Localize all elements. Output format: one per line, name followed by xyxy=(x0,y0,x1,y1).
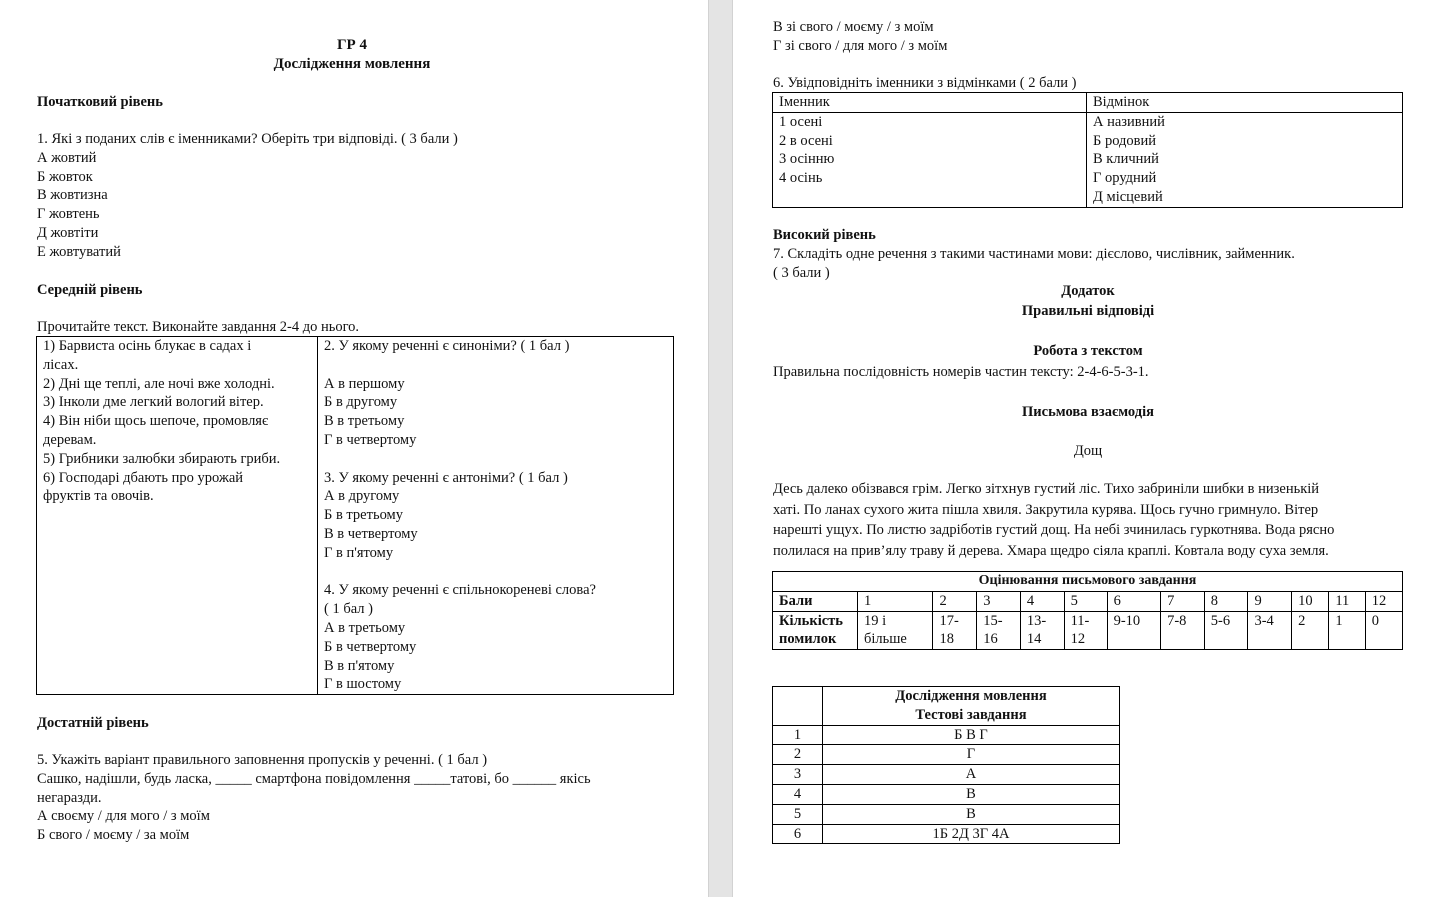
answer-option: Г в четвертому xyxy=(324,431,417,448)
writing-heading: Письмова взаємодія xyxy=(1022,404,1154,420)
question-7-text: 7. Складіть одне речення з такими частинами мови: дієслово, числівник, займенник. xyxy=(773,246,1295,262)
errors-line: 13- xyxy=(1026,612,1047,629)
noun-item: 1 осені xyxy=(779,113,823,130)
questions-cell xyxy=(318,337,674,695)
errors-cell xyxy=(1248,611,1292,650)
errors-line: 9-10 xyxy=(1113,612,1141,629)
text-line: 1) Барвиста осінь блукає в садах і xyxy=(43,338,252,354)
nouns-cell xyxy=(773,112,1087,207)
score-cell: 5 xyxy=(1064,591,1107,611)
appendix-title: Додаток xyxy=(1061,283,1115,299)
answer-option: А в другому xyxy=(324,488,400,505)
score-cell: 12 xyxy=(1365,591,1402,611)
answers-table-header xyxy=(823,687,1120,726)
noun-item: 2 в осені xyxy=(779,132,833,149)
question-1 xyxy=(37,130,458,262)
score-cell: 3 xyxy=(977,591,1021,611)
text-work-heading: Робота з текстом xyxy=(1033,343,1143,359)
answer-num: 5 xyxy=(773,804,823,824)
errors-cell xyxy=(1365,611,1402,650)
question-2-text: 2. У якому реченні є синоніми? ( 1 бал ) xyxy=(324,338,570,354)
text-line: фруктів та овочів. xyxy=(43,488,154,505)
text-line: Десь далеко обізвався грім. Легко зітхнув густий ліс. Тихо забриніли шибки в низенькій xyxy=(773,481,1320,497)
case-item: А називний xyxy=(1093,113,1165,130)
answer-num: 3 xyxy=(773,765,823,785)
case-item: Б родовий xyxy=(1093,132,1157,149)
score-cell: 6 xyxy=(1107,591,1161,611)
page-gutter xyxy=(708,0,733,897)
score-cell: 10 xyxy=(1292,591,1329,611)
case-item: Д місцевий xyxy=(1093,188,1163,205)
score-cell: 2 xyxy=(933,591,977,611)
noun-item: 4 осінь xyxy=(779,170,823,187)
document-page-left xyxy=(0,0,708,897)
section-heading-initial-level: Початковий рівень xyxy=(37,94,163,110)
text-line: 5) Грибники залюбки збирають гриби. xyxy=(43,450,281,467)
score-cell: 11 xyxy=(1329,591,1365,611)
answer-option: Е жовтуватий xyxy=(37,243,121,260)
question-3-text: 3. У якому реченні є антоніми? ( 1 бал ) xyxy=(324,469,568,486)
errors-cell xyxy=(933,611,977,650)
case-item: В кличний xyxy=(1093,151,1159,168)
score-cell: 8 xyxy=(1204,591,1248,611)
question-4-points: ( 1 бал ) xyxy=(324,601,373,618)
section-heading-middle-level: Середній рівень xyxy=(37,282,143,298)
answer-option: В в четвертому xyxy=(324,525,418,542)
score-cell: 1 xyxy=(858,591,933,611)
answer-option: В зі свого / моєму / з моїм xyxy=(773,19,934,35)
document-title: ГР 4 xyxy=(337,37,367,53)
errors-line: 3-4 xyxy=(1254,612,1274,629)
scores-label: Бали xyxy=(773,591,858,611)
text-line: лісах. xyxy=(43,356,79,373)
question-text: 1. Які з поданих слів є іменниками? Оберіть три відповіді. ( 3 бали ) xyxy=(37,131,458,147)
errors-line: 15- xyxy=(983,612,1003,629)
table-header: Відмінок xyxy=(1087,93,1403,113)
answer-num: 6 xyxy=(773,824,823,844)
question-text: 5. Укажіть варіант правильного заповнення пропусків у реченні. ( 1 бал ) xyxy=(37,752,488,768)
writing-title: Дощ xyxy=(1073,443,1103,459)
table-header: Іменник xyxy=(773,93,1087,113)
errors-line: 2 xyxy=(1298,612,1306,629)
answer-option: Г зі свого / для мого / з моїм xyxy=(773,37,948,54)
errors-line: 1 xyxy=(1335,612,1343,629)
answer-option: В в третьому xyxy=(324,413,405,430)
cases-cell xyxy=(1087,112,1403,207)
errors-label xyxy=(773,611,858,650)
answer-option: В жовтизна xyxy=(37,187,108,204)
answer-option: Г в п'ятому xyxy=(324,544,394,561)
noun-item: 3 осінню xyxy=(779,151,835,168)
answer-option: А своєму / для мого / з моїм xyxy=(37,808,210,825)
label-line: помилок xyxy=(779,631,837,648)
answer-num: 4 xyxy=(773,784,823,804)
answer-option: Б в четвертому xyxy=(324,638,417,655)
errors-cell xyxy=(1204,611,1248,650)
answers-table xyxy=(772,686,1120,844)
errors-cell xyxy=(977,611,1021,650)
errors-line: 18 xyxy=(939,631,954,648)
text-work-answer: Правильна послідовність номерів частин тексту: 2-4-6-5-3-1. xyxy=(773,364,1149,380)
answer-option: А в третьому xyxy=(324,619,406,636)
header-line: Дослідження мовлення xyxy=(895,688,1047,704)
text-line: 3) Інколи дме легкий вологий вітер. xyxy=(43,394,264,411)
writing-text xyxy=(773,479,1405,561)
errors-line: 12 xyxy=(1070,631,1086,648)
question-5-options-continued xyxy=(773,18,947,56)
question-sentence: негаразди. xyxy=(37,789,102,806)
section-heading-high-level: Високий рівень xyxy=(773,227,876,243)
question-4-text: 4. У якому реченні є спільнокореневі слова? xyxy=(324,582,596,599)
grading-table-title: Оцінювання письмового завдання xyxy=(773,572,1403,592)
errors-line: 5-6 xyxy=(1210,612,1231,629)
header-line: Тестові завдання xyxy=(915,706,1027,723)
section-heading-sufficient-level: Достатній рівень xyxy=(37,715,149,731)
answer-value: В xyxy=(823,784,1120,804)
score-cell: 7 xyxy=(1161,591,1205,611)
text-line: 6) Господарі дбають про урожай xyxy=(43,469,244,486)
case-item: Г орудний xyxy=(1093,170,1157,187)
document-subtitle: Дослідження мовлення xyxy=(273,56,431,72)
errors-cell xyxy=(1161,611,1205,650)
answer-value: Г xyxy=(823,745,1120,765)
question-sentence: Сашко, надішли, будь ласка, _____ смартфона повідомлення _____татові, бо ______ якісь xyxy=(37,770,591,787)
errors-line: 0 xyxy=(1371,612,1380,629)
text-line: 4) Він ніби щось шепоче, промовляє xyxy=(43,413,269,430)
question-5 xyxy=(37,751,591,845)
grading-table xyxy=(772,571,1403,650)
appendix-subtitle: Правильні відповіді xyxy=(1021,303,1155,319)
answer-value: В xyxy=(823,804,1120,824)
answer-num: 2 xyxy=(773,745,823,765)
document-page-right xyxy=(733,0,1437,897)
answer-option: Б в третьому xyxy=(324,507,403,524)
text-line: деревам. xyxy=(43,431,97,448)
answer-option: В в п'ятому xyxy=(324,657,395,674)
score-cell: 9 xyxy=(1248,591,1292,611)
reading-text-cell xyxy=(37,337,318,695)
answer-value: 1Б 2Д 3Г 4А xyxy=(823,824,1120,844)
answer-option: А в першому xyxy=(324,375,405,392)
text-line: нарешті ущух. По листю задріботів густий дощ. На небі зчинилась гуркотнява. Вода рясно xyxy=(773,522,1335,538)
errors-line: 11- xyxy=(1070,612,1090,629)
text-line: 2) Дні ще теплі, але ночі вже холодні. xyxy=(43,375,275,392)
reading-instruction: Прочитайте текст. Виконайте завдання 2-4 до нього. xyxy=(37,319,360,335)
text-line: полилася на прив’ялу траву й дерева. Хмара щедро сіяла краплі. Ковтала воду суха земля. xyxy=(773,542,1329,559)
answer-option: Г жовтень xyxy=(37,206,100,223)
errors-line: більше xyxy=(864,631,907,648)
answers-header-empty xyxy=(773,687,823,726)
answer-option: Б в другому xyxy=(324,394,398,411)
answer-option: Б жовток xyxy=(37,168,93,185)
errors-cell xyxy=(1020,611,1064,650)
label-line: Кількість xyxy=(779,612,843,629)
errors-cell xyxy=(1107,611,1161,650)
answer-num: 1 xyxy=(773,725,823,745)
errors-line: 14 xyxy=(1026,631,1042,648)
question-6-text: 6. Увідповідніть іменники з відмінками ( 2 бали ) xyxy=(773,75,1077,91)
errors-line: 16 xyxy=(983,631,998,648)
errors-cell xyxy=(1064,611,1107,650)
errors-cell xyxy=(1329,611,1365,650)
errors-line: 7-8 xyxy=(1167,612,1187,629)
nouns-cases-table xyxy=(772,92,1403,208)
answer-value: Б В Г xyxy=(823,725,1120,745)
answer-option: Г в шостому xyxy=(324,676,402,693)
reading-table xyxy=(36,336,674,695)
answer-option: Б свого / моєму / за моїм xyxy=(37,827,190,844)
errors-cell xyxy=(1292,611,1329,650)
answer-option: А жовтий xyxy=(37,149,97,166)
errors-line: 17- xyxy=(939,612,959,629)
errors-line: 19 і xyxy=(864,612,887,629)
question-7-points: ( 3 бали ) xyxy=(773,265,830,281)
answer-option: Д жовтіти xyxy=(37,224,99,241)
score-cell: 4 xyxy=(1020,591,1064,611)
errors-cell xyxy=(858,611,933,650)
answer-value: А xyxy=(823,765,1120,785)
text-line: хаті. По ланах сухого жита пішла хвиля. Закрутила курява. Щось гучно гримнуло. Вітер xyxy=(773,501,1319,518)
